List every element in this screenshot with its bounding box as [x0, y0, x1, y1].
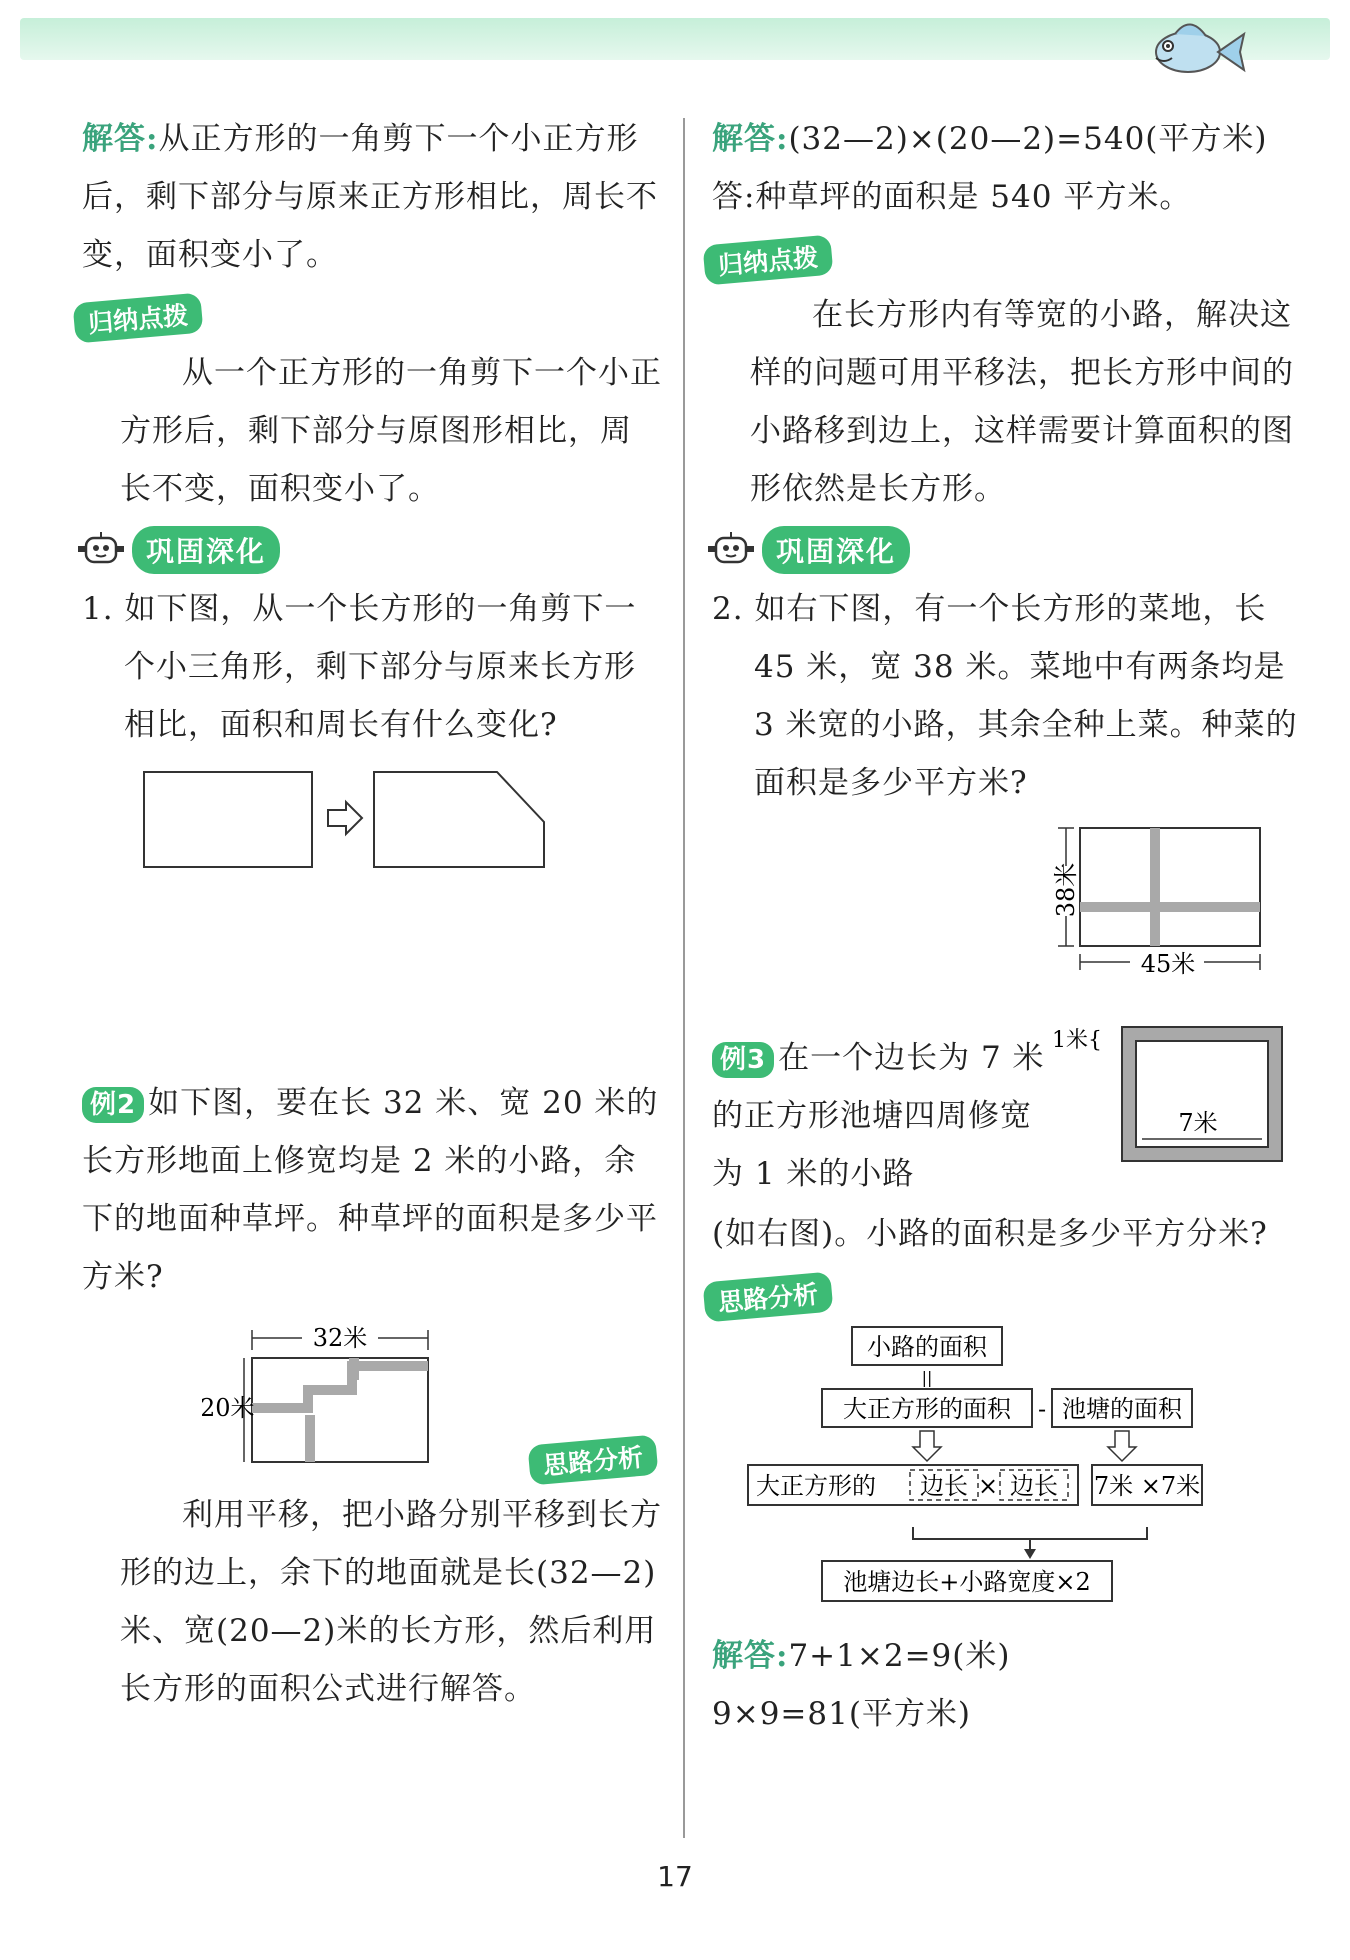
header-band: [20, 18, 1330, 60]
right-column: [712, 110, 1302, 1743]
summary-text: 从一个正方形的一角剪下一个小正方形后，剩下部分与原图形相比，周长不变，面积变小了。: [120, 355, 662, 507]
arrow-down-icon: [1024, 1549, 1036, 1559]
flow-text-formula: 池塘边长+小路宽度×2: [843, 1568, 1091, 1596]
example-3-block: [712, 1029, 1302, 1205]
example-3-cont: (如右图)。小路的面积是多少平方分米?: [712, 1216, 1268, 1252]
figure-pond: [1052, 1021, 1292, 1171]
page-number: 17: [657, 1860, 693, 1893]
flow-text-side-b: 边长: [1010, 1472, 1058, 1500]
arrow-right-icon: [328, 802, 362, 834]
fig-length-label: 45米: [1140, 950, 1196, 978]
fish-icon: [1140, 12, 1250, 82]
flow-text-side-pre: 大正方形的: [756, 1472, 876, 1500]
answer-1: 解答:从正方形的一角剪下一个小正方形后，剩下部分与原来正方形相比，周长不变，面积变小了。: [82, 121, 658, 273]
figure-rect-cut: [142, 762, 662, 892]
left-column: [82, 110, 662, 1718]
robot-icon: [76, 530, 126, 570]
tag-analysis: 思路分析: [528, 1434, 659, 1485]
question-1: 1. 如下图，从一个长方形的一角剪下一个小三角形，剩下部分与原来长方形相比，面积和周长有什么变化?: [82, 591, 637, 743]
tag-summary: 归纳点拨: [73, 292, 204, 343]
tag-analysis-2: 思路分析: [703, 1271, 834, 1322]
flow-minus: -: [1038, 1395, 1047, 1423]
flow-text-pond: 池塘的面积: [1062, 1395, 1182, 1423]
figure-vegetable-field: [1052, 822, 1292, 987]
robot-icon: [706, 530, 756, 570]
answer-2-final: 答:种草坪的面积是 540 平方米。: [712, 179, 1192, 215]
solution-2: 9×9=81(平方米): [712, 1696, 972, 1732]
flow-text-road-area: 小路的面积: [867, 1333, 987, 1361]
flow-text-pond-calc: 7米 ×7米: [1093, 1472, 1201, 1500]
fig3-road-label: 1米{: [1052, 1028, 1102, 1053]
section-header: 巩固深化: [76, 526, 662, 574]
example-2: 例2 如下图，要在长 32 米、宽 20 米的长方形地面上修宽均是 2 米的小路，余下的地面种草坪。种草坪的面积是多少平方米?: [82, 1085, 659, 1295]
flow-times: ×: [977, 1472, 999, 1500]
fig2-width-label: 20米: [202, 1394, 255, 1422]
column-divider: [683, 118, 685, 1838]
flow-equals: ||: [921, 1368, 933, 1387]
analysis-text: 利用平移，把小路分别平移到长方形的边上，余下的地面就是长(32—2)米、宽(20—2)米的长方形，然后利用长方形的面积公式进行解答。: [120, 1497, 662, 1707]
solution-1: 解答:7+1×2=9(米): [712, 1638, 1011, 1674]
summary-text-2: 在长方形内有等宽的小路，解决这样的问题可用平移法，把长方形中间的小路移到边上，这样需要计算面积的图形依然是长方形。: [750, 297, 1294, 507]
arrow-down-icon: [913, 1431, 941, 1461]
question-2: 2. 如右下图，有一个长方形的菜地，长 45 米，宽 38 米。菜地中有两条均是 3 米宽的小路，其余全种上菜。种菜的面积是多少平方米?: [712, 591, 1298, 801]
answer-2: 解答:(32—2)×(20—2)=540(平方米): [712, 121, 1268, 157]
flow-text-side-a: 边长: [920, 1472, 968, 1500]
flow-text-big-square: 大正方形的面积: [843, 1395, 1011, 1423]
arrow-down-icon: [1108, 1431, 1136, 1461]
tag-summary-2: 归纳点拨: [703, 234, 834, 285]
flowchart-bottom: [742, 1527, 1212, 1607]
section-header-2: 巩固深化: [706, 526, 1302, 574]
example-3: 例3 在一个边长为 7 米的正方形池塘四周修宽为 1 米的小路: [712, 1040, 1045, 1192]
fig2-length-label: 32米: [312, 1324, 368, 1352]
flowchart: [742, 1323, 1212, 1523]
fig3-side-label: 7米: [1178, 1109, 1218, 1137]
figure-path-field: [202, 1320, 532, 1470]
fig-width-label: 38米: [1052, 862, 1080, 918]
